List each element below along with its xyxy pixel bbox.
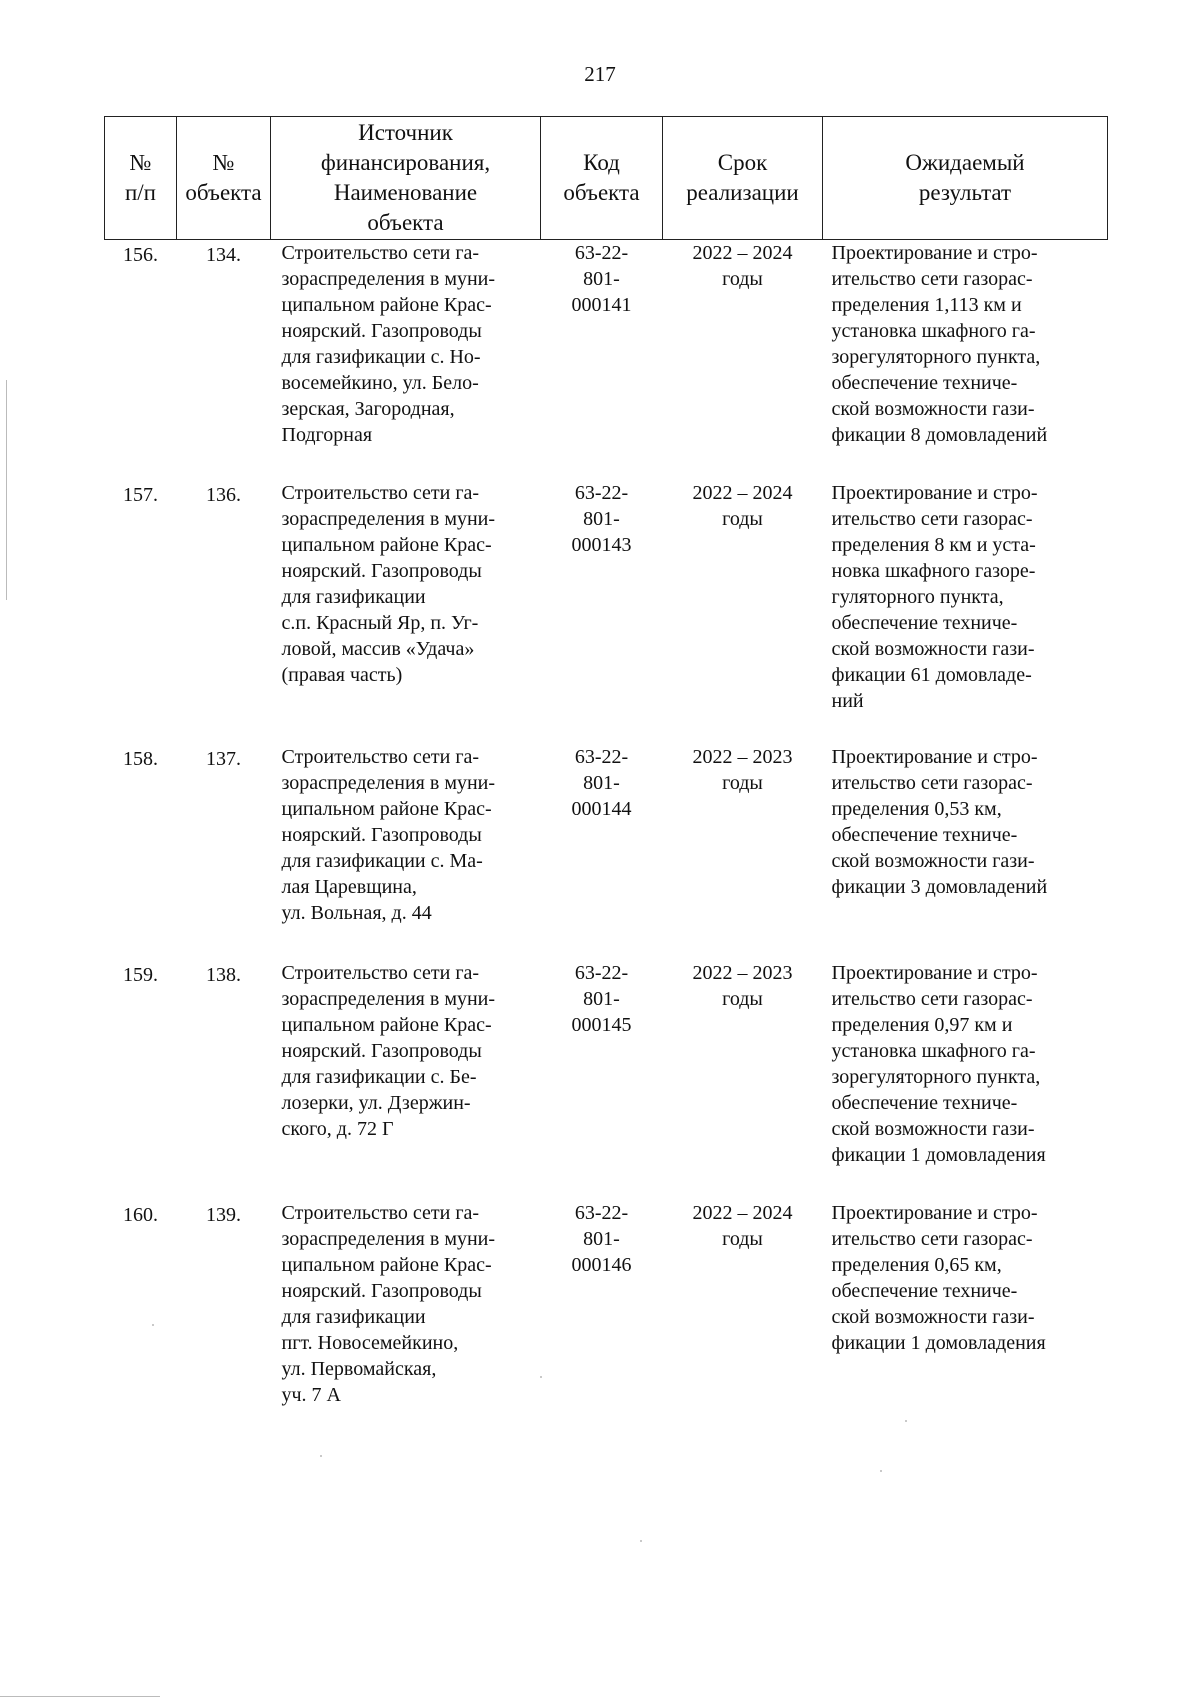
period-cell: 2022 – 2023 годы xyxy=(692,962,793,1010)
table-row xyxy=(105,744,1108,960)
scan-speck xyxy=(320,1455,322,1457)
period-cell: 2022 – 2024 годы xyxy=(692,242,793,290)
table-row xyxy=(105,480,1108,744)
expected-result-cell: Проектирование и стро- ительство сети газорас- пределения 0,53 км, обеспечение техниче- ской возможности гази- фикации 3 домовладений xyxy=(831,746,1048,898)
header-period: Срок реализации xyxy=(663,117,823,240)
expected-result-cell: Проектирование и стро- ительство сети газорас- пределения 0,65 км, обеспечение техниче- ской возможности гази- фикации 1 домовладения xyxy=(831,1202,1046,1354)
table-row xyxy=(105,240,1108,481)
header-expected-result: Ожидаемый результат xyxy=(823,117,1108,240)
row-number-cell: 160. xyxy=(123,1204,158,1226)
scan-speck xyxy=(152,1324,154,1326)
object-code-cell: 63-22- 801- 000144 xyxy=(571,746,632,820)
header-source-name: Источник финансирования, Наименование объекта xyxy=(271,117,541,240)
scan-speck xyxy=(640,1540,642,1542)
object-number-cell: 139. xyxy=(206,1204,241,1226)
expected-result-cell: Проектирование и стро- ительство сети газорас- пределения 0,97 км и установка шкафного га- зорегуляторного пункта, обеспечение техниче- ской возможности гази- фикации 1 домовладения xyxy=(831,962,1046,1166)
object-name-cell: Строительство сети га- зораспределения в муни- ципальном районе Крас- ноярский. Газопроводы для газификации с. Ма- лая Царевщина, ул. Вольная, д. 44 xyxy=(281,746,496,924)
object-number-cell: 137. xyxy=(206,748,241,770)
page-number: 217 xyxy=(584,62,616,86)
table-body xyxy=(105,240,1108,1423)
object-number-cell: 138. xyxy=(206,964,241,986)
row-number-cell: 156. xyxy=(123,244,158,266)
header-row-number: № п/п xyxy=(105,117,177,240)
object-code-cell: 63-22- 801- 000143 xyxy=(571,482,632,556)
object-name-cell: Строительство сети га- зораспределения в муни- ципальном районе Крас- ноярский. Газопроводы для газификации с. Но- восемейкино, ул. Бело- зерская, Загородная, Подгорная xyxy=(281,242,496,446)
row-number-cell: 157. xyxy=(123,484,158,506)
header-object-number: № объекта xyxy=(177,117,271,240)
object-number-cell: 134. xyxy=(206,244,241,266)
scan-speck xyxy=(880,1470,882,1472)
object-number-cell: 136. xyxy=(206,484,241,506)
header-object-code: Код объекта xyxy=(541,117,663,240)
table-header xyxy=(105,117,1108,240)
object-name-cell: Строительство сети га- зораспределения в муни- ципальном районе Крас- ноярский. Газопроводы для газификации с.п. Красный Яр, п. Уг- ловой, массив «Удача» (правая часть) xyxy=(281,482,496,686)
object-code-cell: 63-22- 801- 000146 xyxy=(571,1202,632,1276)
period-cell: 2022 – 2024 годы xyxy=(692,1202,793,1250)
scan-speck xyxy=(905,1420,907,1422)
row-number-cell: 159. xyxy=(123,964,158,986)
expected-result-cell: Проектирование и стро- ительство сети газорас- пределения 1,113 км и установка шкафного га- зорегуляторного пункта, обеспечение техниче- ской возможности гази- фикации 8 домовладений xyxy=(831,242,1048,446)
object-name-cell: Строительство сети га- зораспределения в муни- ципальном районе Крас- ноярский. Газопроводы для газификации пгт. Новосемейкино, ул. Первомайская, уч. 7 А xyxy=(281,1202,496,1406)
period-cell: 2022 – 2024 годы xyxy=(692,482,793,530)
table-row xyxy=(105,960,1108,1200)
object-code-cell: 63-22- 801- 000145 xyxy=(571,962,632,1036)
projects-table xyxy=(104,116,1108,1422)
scan-speck xyxy=(540,1376,542,1378)
expected-result-cell: Проектирование и стро- ительство сети газорас- пределения 8 км и уста- новка шкафного газоре- гуляторного пункта, обеспечение техниче- ской возможности гази- фикации 61 домовладе- ний xyxy=(831,482,1038,712)
scan-edge-line xyxy=(0,1696,160,1697)
scan-edge-line xyxy=(6,380,7,600)
period-cell: 2022 – 2023 годы xyxy=(692,746,793,794)
object-code-cell: 63-22- 801- 000141 xyxy=(571,242,632,316)
row-number-cell: 158. xyxy=(123,748,158,770)
table-row xyxy=(105,1200,1108,1422)
object-name-cell: Строительство сети га- зораспределения в муни- ципальном районе Крас- ноярский. Газопроводы для газификации с. Бе- лозерки, ул. Дзержин- ского, д. 72 Г xyxy=(281,962,496,1140)
